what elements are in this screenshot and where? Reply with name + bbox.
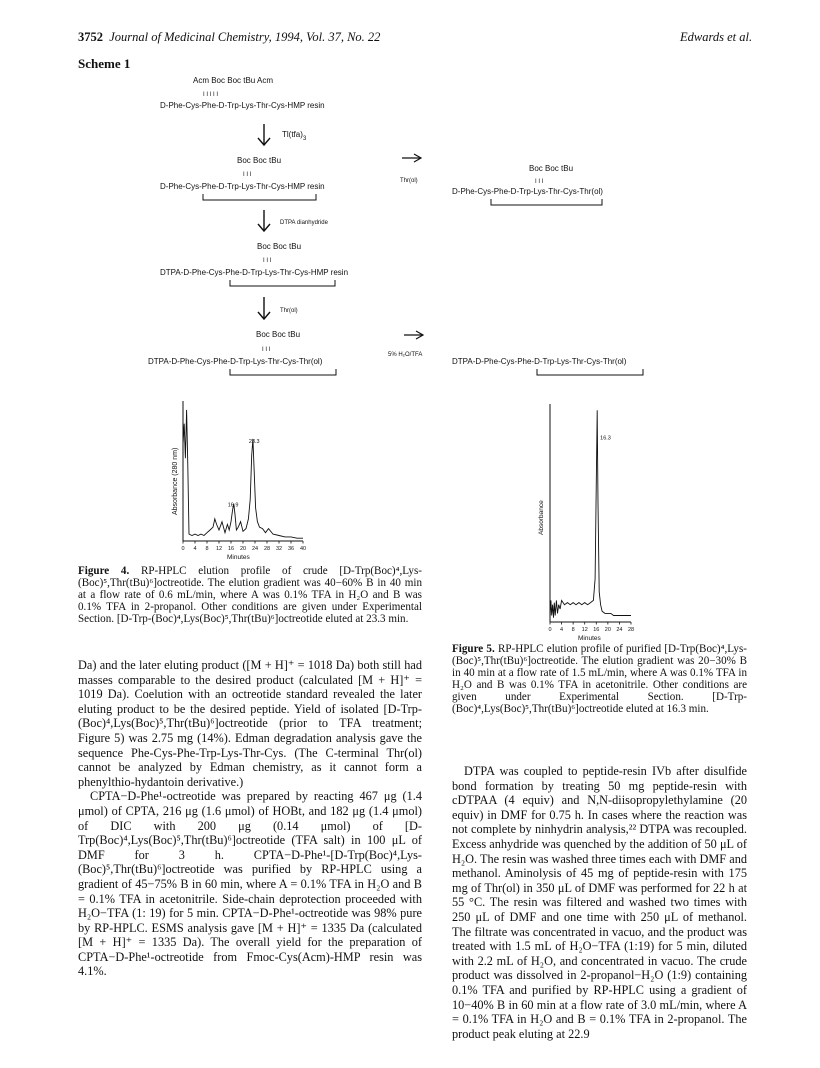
reagent-subscript: 3 — [303, 136, 307, 142]
caption-label: Figure 4. — [78, 565, 130, 577]
x-axis-label: Minutes — [578, 635, 601, 642]
protecting-groups: Boc Boc tBu — [257, 242, 302, 251]
protecting-groups: Boc Boc tBu — [237, 156, 282, 165]
reagent-label: DTPA dianhydride — [280, 220, 328, 226]
peptide-sequence: DTPA-D-Phe-Cys-Phe-D-Trp-Lys-Thr-Cys-Thr(ol) — [452, 357, 627, 366]
paragraph: DTPA was coupled to peptide-resin IVb after disulfide bond formation by treating 50 mg peptide-resin with cDTPAA (4 equiv) and N,N-diisopropylethylamine (20 equiv) in DMF for 0.75 h. In cases where the reaction was not complete by ninhydrin analysis,²² DTPA was recoupled. Excess anhydride was quenched by the addition of 50 μL of H₂O. The resin was washed three times each with DMF and methanol. Aminolysis of 45 mg of peptide-resin with 175 mg of Thr(ol) in 350 μL of DMF was performed for 22 h at 55 °C. The resin was filtered and washed two times with 250 μL of DMF and one time with 250 μL of methanol. The filtrate was concentrated in vacuo, and the product was treated with 1.5 mL of H₂O−TFA (1:19) for 5 min, diluted with 2.2 mL of H₂O, and concentrated in vacuo. The crude product was dissolved in 2-propanol−H₂O (1:9) containing 0.1% TFA and purified by RP-HPLC using a gradient of 10−40% B in 60 min at a flow rate of 3.0 mL/min, where A = 0.1% TFA in H₂O and B = 0.1% TFA in 2-propanol. The product peak eluting at 22.9 — [452, 764, 747, 1041]
step-2 — [160, 156, 325, 200]
caption-text: RP-HPLC elution profile of crude [D-Trp(Boc)⁴,Lys-(Boc)⁵,Thr(tBu)⁶]octreotide. The elution gradient was 40−60% B in 40 min at a flow rate of 0.6 mL/min, where A was 0.1% TFA in H₂O and B was 0.1% TFA in 2-propanol. Other conditions are given under Experimental Section. [D-Trp-(Boc)⁴,Lys(Boc)⁵,Thr(tBu)⁶]octreotide eluted at 23.3 min. — [78, 565, 422, 625]
caption-label: Figure 5. — [452, 643, 495, 655]
x-tick-label: 8 — [205, 546, 209, 552]
step-1 — [160, 76, 325, 110]
x-tick-label: 28 — [627, 627, 635, 633]
peptide-sequence: DTPA-D-Phe-Cys-Phe-D-Trp-Lys-Thr-Cys-HMP resin — [160, 268, 349, 277]
attachment-ticks: I I I — [263, 258, 272, 264]
caption-text: RP-HPLC elution profile of purified [D-Trp(Boc)⁴,Lys-(Boc)⁵,Thr(tBu)⁶]octreotide. The elution gradient was 20−30% B in 40 min at a flow rate of 1.5 mL/min, where A was 0.1% TFA in H₂O and B was 0.1% TFA in acetonitrile. Other conditions are given under Experimental Section. [D-Trp-(Boc)⁴,Lys(Boc)⁵,Thr(tBu)⁶]octreotide eluted at 16.3 min. — [452, 643, 747, 715]
y-axis-label: Absorbance — [538, 500, 545, 535]
reagent-label: Thr(ol) — [280, 308, 298, 314]
step-2-product — [452, 164, 603, 205]
x-tick-label: 24 — [616, 627, 623, 633]
x-tick-label: 20 — [604, 627, 611, 633]
x-tick-label: 0 — [181, 546, 185, 552]
page-number: 3752 — [78, 30, 103, 44]
arrow-down-1 — [258, 124, 307, 145]
x-tick-label: 40 — [299, 546, 307, 552]
running-header-authors: Edwards et al. — [680, 30, 753, 44]
reagent-label: Thr(ol) — [400, 178, 418, 184]
x-tick-label: 4 — [193, 546, 197, 552]
x-tick-label: 0 — [548, 627, 552, 633]
figure-4-chromatogram — [165, 395, 310, 565]
x-tick-label: 4 — [560, 627, 564, 633]
figure-4-caption — [78, 565, 422, 625]
x-tick-label: 20 — [239, 546, 247, 552]
x-tick-label: 12 — [215, 546, 223, 552]
protecting-groups: Boc Boc tBu — [256, 330, 301, 339]
scheme-1-diagram — [0, 0, 820, 400]
attachment-ticks: I I I — [535, 179, 544, 185]
peptide-sequence: D-Phe-Cys-Phe-D-Trp-Lys-Thr-Cys-HMP resin — [160, 182, 325, 191]
x-tick-label: 24 — [251, 546, 259, 552]
reagent-label: 5% H₂O/TFA — [388, 352, 423, 358]
right-column-text — [452, 764, 747, 1041]
peak-label: 23.3 — [248, 438, 260, 445]
attachment-ticks: I I I — [243, 172, 252, 178]
protecting-groups: Acm Boc Boc tBu Acm — [193, 76, 274, 85]
journal-citation: Journal of Medicinal Chemistry, 1994, Vol. 37, No. 22 — [109, 30, 381, 44]
peak-label: 16.3 — [600, 435, 611, 442]
reagent-label: Tl(tfa) — [282, 130, 303, 139]
x-tick-label: 8 — [571, 627, 575, 633]
figure-5-caption — [452, 643, 747, 715]
peak-label: 16.9 — [227, 502, 239, 509]
step-3 — [160, 242, 348, 286]
series-line — [183, 410, 303, 538]
x-tick-label: 16 — [227, 546, 235, 552]
x-tick-label: 32 — [275, 546, 283, 552]
paragraph: CPTA−D-Phe¹-octreotide was prepared by reacting 467 μg (1.4 μmol) of CPTA, 216 μg (1.6 μmol) of HOBt, and 182 μg (1.4 μmol) of DIC with 200 μg (0.14 μmol) of [D-Trp(Boc)⁴,Lys(Boc)⁵,Thr(tBu)⁶]octreotide (TFA salt) in 100 μL of DMF for 3 h. CPTA−D-Phe¹-[D-Trp(Boc)⁴,Lys-(Boc)⁵,Thr(tBu)⁶]octreotide was purified by RP-HPLC using a gradient of 45−75% B in 60 min, where A = 0.1% TFA in H₂O and B = 0.1% TFA in acetonitrile. Side-chain deprotection proceeded with H₂O−TFA (1: 19) for 5 min. CPTA−D-Phe¹-octreotide was 98% pure by RP-HPLC. ESMS analysis gave [M + H]⁺ = 1335 Da (calculated [M + H]⁺ = 1335 Da). The overall yield for the preparation of CPTA−D-Phe¹-octreotide from Fmoc-Cys(Acm)-HMP resin was 4.1%. — [78, 789, 422, 979]
step-4-product — [452, 357, 643, 375]
attachment-ticks: I I I I I — [203, 92, 219, 98]
protecting-groups: Boc Boc tBu — [529, 164, 574, 173]
arrow-right-1 — [400, 154, 421, 184]
step-4 — [148, 330, 336, 375]
x-tick-label: 16 — [593, 627, 600, 633]
peptide-sequence: D-Phe-Cys-Phe-D-Trp-Lys-Thr-Cys-Thr(ol) — [452, 187, 603, 196]
attachment-ticks: I I I — [262, 347, 271, 353]
series-line — [550, 410, 631, 617]
arrow-down-3 — [258, 297, 298, 319]
peptide-sequence: D-Phe-Cys-Phe-D-Trp-Lys-Thr-Cys-HMP resin — [160, 101, 325, 110]
x-tick-label: 12 — [581, 627, 588, 633]
arrow-right-2 — [388, 331, 423, 358]
x-axis-label: Minutes — [227, 554, 250, 561]
y-axis-label: Absorbance (280 nm) — [172, 447, 179, 515]
x-tick-label: 36 — [287, 546, 295, 552]
left-column-text — [78, 658, 422, 979]
scheme-title: Scheme 1 — [78, 56, 131, 71]
arrow-down-2 — [258, 210, 329, 231]
figure-5-chromatogram — [525, 400, 645, 645]
x-tick-label: 28 — [263, 546, 271, 552]
paragraph: Da) and the later eluting product ([M + H]⁺ = 1018 Da) both still had masses comparable to the desired product (calculated [M + H]⁺ = 1019 Da). Coelution with an octreotide standard revealed the later eluting product to be the desired peptide. Yield of isolated [D-Trp-(Boc)⁴,Lys(Boc)⁵,Thr(tBu)⁶]octreotide (prior to TFA treatment; Figure 5) was 2.75 mg (14%). Edman degradation analysis gave the sequence Phe-Cys-Phe-Trp-Lys-Thr-Cys. (The C-terminal Thr(ol) cannot be analyzed by Edman chemistry, as it cannot form a phenylthio-hydantoin derivative.) — [78, 658, 422, 789]
peptide-sequence: DTPA-D-Phe-Cys-Phe-D-Trp-Lys-Thr-Cys-Thr(ol) — [148, 357, 323, 366]
